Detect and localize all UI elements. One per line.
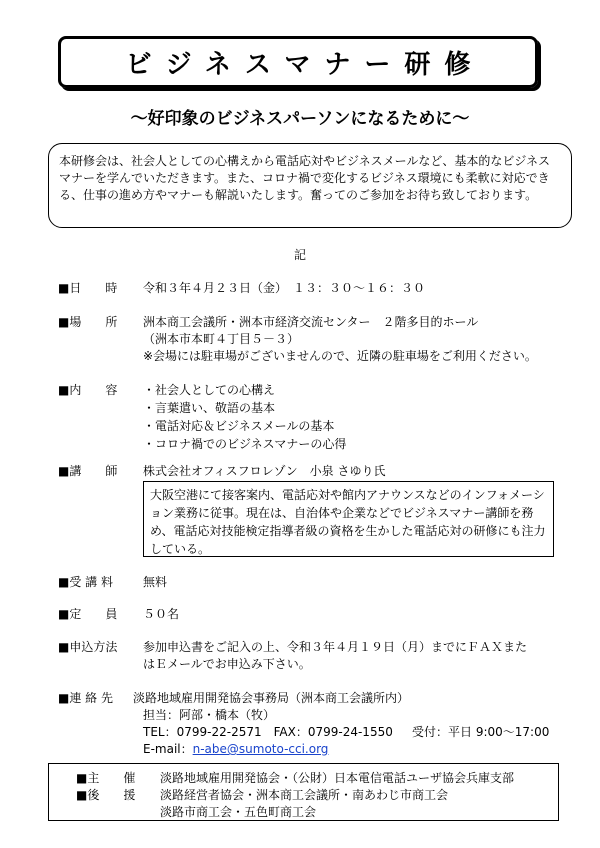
content-item: ・電話対応＆ビジネスメールの基本 xyxy=(143,419,335,433)
lecturer-label: ■講 師 xyxy=(58,464,118,478)
capacity-value: ５０名 xyxy=(143,607,180,621)
content-item: ・社会人としての心構え xyxy=(143,383,276,397)
title-banner xyxy=(58,36,538,88)
apply-line2: はＥメールでお申込み下さい。 xyxy=(143,657,311,671)
venue-note: ※会場には駐車場がございませんので、近隣の駐車場をご利用ください。 xyxy=(143,349,537,363)
date-value: 令和３年４月２３日（金） １３：３０～１６：３０ xyxy=(143,281,426,295)
apply-label: ■申込方法 xyxy=(58,640,118,654)
capacity-label: ■定 員 xyxy=(58,607,118,621)
content-item: ・コロナ禍でのビジネスマナーの心得 xyxy=(143,437,347,451)
apply-line1: 参加申込書をご記入の上、令和３年４月１９日（月）までにＦＡＸまた xyxy=(143,640,528,654)
support-line1: 淡路経営者協会・洲本商工会議所・南あわじ市商工会 xyxy=(160,788,449,802)
support-label: ■後 援 xyxy=(76,788,136,802)
email-link[interactable]: n-abe@sumoto-cci.org xyxy=(192,742,329,756)
contact-email-row xyxy=(143,740,328,757)
email-label: E-mail： xyxy=(143,742,193,756)
lecturer-bio: 大阪空港にて接客案内、電話応対や館内アナウンスなどのインフォメーション業務に従事。現在は、自治体や企業などでビジネスマナー講師を務め、電話応対技能検定指導者級の資格を生かした電話応対の研修にも注力している。 xyxy=(150,488,546,556)
content-item: ・言葉遣い、敬語の基本 xyxy=(143,401,276,415)
intro-box xyxy=(48,143,572,228)
contact-phone: TEL：0799-22-2571 FAX：0799-24-1550 xyxy=(143,725,393,739)
lecturer-name: 株式会社オフィスフロレゾン 小泉 さゆり氏 xyxy=(143,464,386,478)
venue-label: ■場 所 xyxy=(58,315,118,329)
host-label: ■主 催 xyxy=(76,771,136,785)
fee-label: ■受 講 料 xyxy=(58,575,113,589)
venue-line2: （洲本市本町４丁目５－３） xyxy=(143,332,300,346)
lecturer-bio-box xyxy=(143,481,554,557)
contact-hours: 受付：平日 9:00～17:00 xyxy=(412,725,550,739)
date-label: ■日 時 xyxy=(58,281,118,295)
page-subtitle: ～好印象のビジネスパーソンになるために～ xyxy=(130,109,470,129)
page-title: ビジネスマナー研修 xyxy=(125,49,485,80)
contact-person: 担当：阿部・橋本（牧） xyxy=(143,708,276,722)
contact-label: ■連 絡 先 xyxy=(58,691,113,705)
contact-org: 淡路地域雇用開発協会事務局（洲本商工会議所内） xyxy=(133,691,410,705)
ki-heading: 記 xyxy=(293,248,306,262)
venue-line1: 洲本商工会議所・洲本市経済交流センター ２階多目的ホール xyxy=(143,315,479,329)
host-value: 淡路地域雇用開発協会・（公財）日本電信電話ユーザ協会兵庫支部 xyxy=(160,771,515,785)
fee-value: 無料 xyxy=(143,575,168,589)
intro-text: 本研修会は、社会人としての心構えから電話応対やビジネスメールなど、基本的なビジネスマナーを学んでいただきます。また、コロナ禍で変化するビジネス環境にも柔軟に対応できる、仕事の進め方やマナーも解説いたします。奮ってのご参加をお待ち致しております。 xyxy=(59,154,551,202)
content-label: ■内 容 xyxy=(58,383,118,397)
support-line2: 淡路市商工会・五色町商工会 xyxy=(160,805,317,819)
